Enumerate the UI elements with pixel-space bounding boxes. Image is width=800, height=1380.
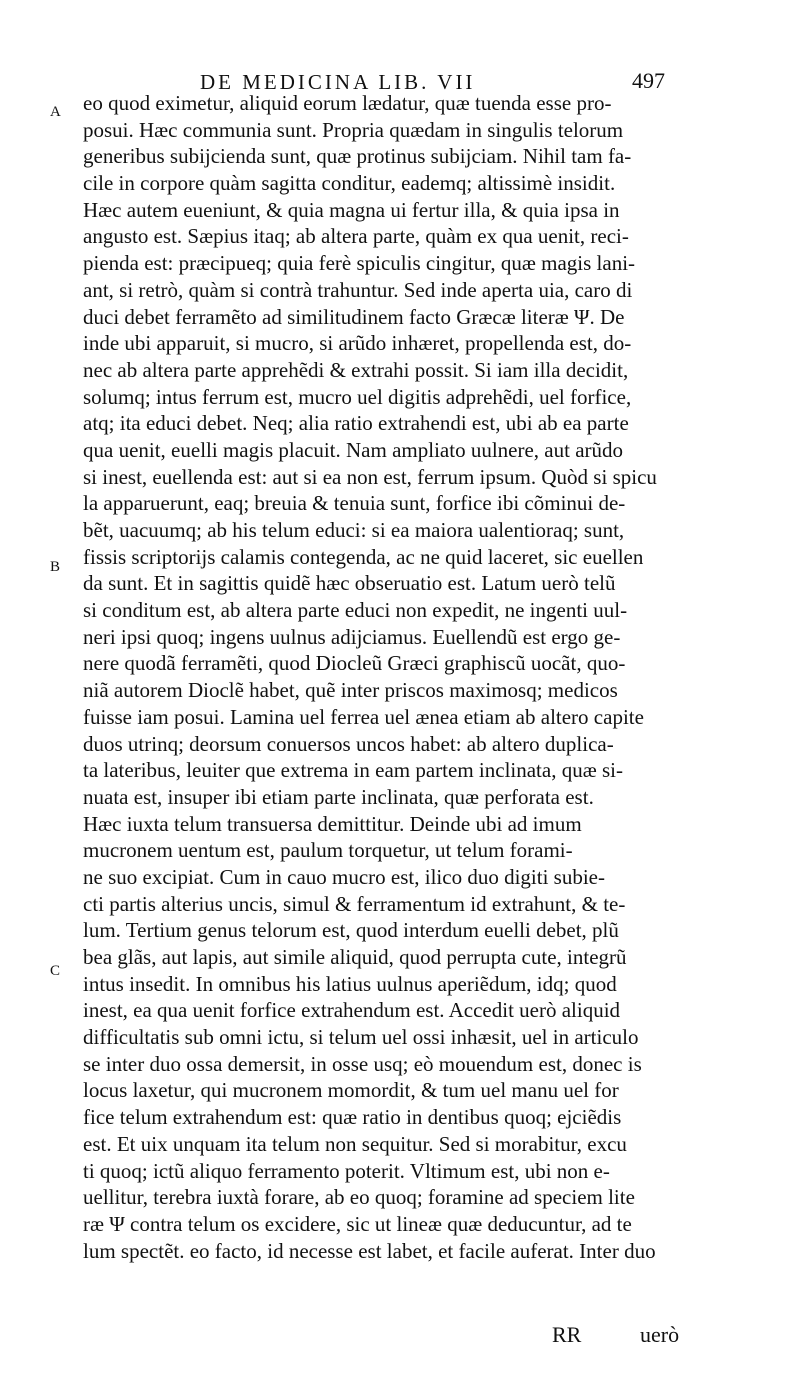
text-line: da sunt. Et in sagittis quidẽ hæc obseruatio est. Latum uerò telũ (83, 571, 616, 596)
text-line: si conditum est, ab altera parte educi non expedit, ne ingenti uul- (83, 598, 628, 623)
text-line: niã autorem Dioclẽ habet, quẽ inter priscos maximosq; medicos (83, 678, 618, 703)
text-line: nere quodã ferramẽti, quod Diocleũ Græci graphiscũ uocãt, quo- (83, 651, 626, 676)
margin-letter-a: A (50, 104, 61, 120)
text-line: nuata est, insuper ibi etiam parte inclinata, quæ perforata est. (83, 784, 594, 809)
page-number: 497 (632, 68, 665, 93)
text-line: solumq; intus ferrum est, mucro uel digitis adprehẽdi, uel forfice, (83, 384, 632, 409)
text-line: difficultatis sub omni ictu, si telum uel ossi inhæsit, uel in articulo (83, 1025, 639, 1050)
text-line: uellitur, terebra iuxtà forare, ab eo quoq; foramine ad speciem lite (83, 1185, 635, 1210)
text-line: locus laxetur, qui mucronem momordit, & tum uel manu uel for (83, 1078, 619, 1103)
text-line: eo quod eximetur, aliquid eorum lædatur, quæ tuenda esse pro- (83, 91, 612, 115)
text-line: si inest, euellenda est: aut si ea non est, ferrum ipsum. Quòd si spicu (83, 464, 657, 489)
text-line: inest, ea qua uenit forfice extrahendum est. Accedit uerò aliquid (83, 998, 621, 1023)
text-line: se inter duo ossa demersit, in osse usq; eò mouendum est, donec is (83, 1051, 642, 1076)
text-line: ant, si retrò, quàm si contrà trahuntur. Sed inde aperta uia, caro di (83, 277, 633, 302)
text-line: Hæc iuxta telum transuersa demittitur. Deinde ubi ad imum (83, 811, 582, 836)
text-line: duci debet ferramẽto ad similitudinem facto Græcæ literæ Ψ. De (83, 304, 625, 329)
text-line: ta lateribus, leuiter que extrema in eam partem inclinata, quæ si- (83, 758, 623, 783)
text-line: est. Et uix unquam ita telum non sequitur. Sed si morabitur, excu (83, 1131, 627, 1156)
text-line: duos utrinq; deorsum conuersos uncos habet: ab altero duplica- (83, 731, 614, 756)
text-line: cile in corpore quàm sagitta conditur, eademq; altissimè insidit. (83, 171, 616, 196)
text-line: angusto est. Sæpius itaq; ab altera parte, quàm ex qua uenit, reci- (83, 224, 629, 249)
text-line: mucronem uentum est, paulum torquetur, ut telum forami- (83, 838, 573, 863)
text-line: bẽt, uacuumq; ab his telum educi: si ea maiora ualentioraq; sunt, (83, 518, 625, 542)
page-footer (0, 1322, 800, 1362)
text-line: inde ubi apparuit, si mucro, si arũdo inhæret, propellenda est, do- (83, 331, 632, 356)
margin-letter-b: B (50, 559, 61, 575)
text-line: intus insedit. In omnibus his latius uulnus aperiẽdum, idq; quod (83, 971, 617, 996)
catchword: uerò (640, 1322, 680, 1347)
text-line: ti quoq; ictũ aliquo ferramento poterit. Vltimum est, ubi non e- (83, 1158, 610, 1183)
text-line: ne suo excipiat. Cum in cauo mucro est, ilico duo digiti subie- (83, 864, 605, 889)
text-line: posui. Hæc communia sunt. Propria quædam in singulis telorum (83, 117, 624, 142)
running-title: DE MEDICINA LIB. VII (200, 70, 476, 94)
text-line: generibus subijcienda sunt, quæ protinus subijciam. Nihil tam fa- (83, 144, 632, 169)
text-line: bea glãs, aut lapis, aut simile aliquid, quod perrupta cute, integrũ (83, 945, 627, 969)
text-line: lum spectẽt. eo facto, id necesse est labet, et facile auferat. Inter duo (83, 1238, 656, 1263)
text-line: fuisse iam posui. Lamina uel ferrea uel ænea etiam ab altero capite (83, 704, 644, 729)
text-line: lum. Tertium genus telorum est, quod interdum euelli debet, plũ (83, 918, 619, 943)
text-line: ræ Ψ contra telum os excidere, sic ut lineæ quæ deducuntur, ad te (83, 1211, 632, 1236)
text-line: fice telum extrahendum est: quæ ratio in dentibus quoq; ejciẽdis (83, 1105, 622, 1130)
signature-mark: RR (552, 1322, 582, 1347)
text-line: nec ab altera parte apprehẽdi & extrahi possit. Si iam illa decidit, (83, 357, 629, 382)
text-line: neri ipsi quoq; ingens uulnus adijciamus. Euellendũ est ergo ge- (83, 624, 621, 649)
text-line: la apparuerunt, eaq; breuia & tenuia sunt, forfice ibi cõminui de- (83, 491, 626, 516)
body-text (83, 90, 693, 1264)
text-line: qua uenit, euelli magis placuit. Nam ampliato uulnere, aut arũdo (83, 437, 624, 462)
text-line: pienda est: præcipueq; quia ferè spiculis cingitur, quæ magis lani- (83, 251, 636, 276)
margin-letter-c: C (50, 963, 61, 979)
text-line: Hæc autem eueniunt, & quia magna ui fertur illa, & quia ipsa in (83, 197, 620, 222)
text-line: atq; ita educi debet. Neq; alia ratio extrahendi est, ubi ab ea parte (83, 411, 629, 436)
text-line: cti partis alterius uncis, simul & ferramentum id extrahunt, & te- (83, 891, 626, 916)
text-line: fissis scriptorijs calamis contegenda, ac ne quid laceret, sic euellen (83, 544, 644, 569)
